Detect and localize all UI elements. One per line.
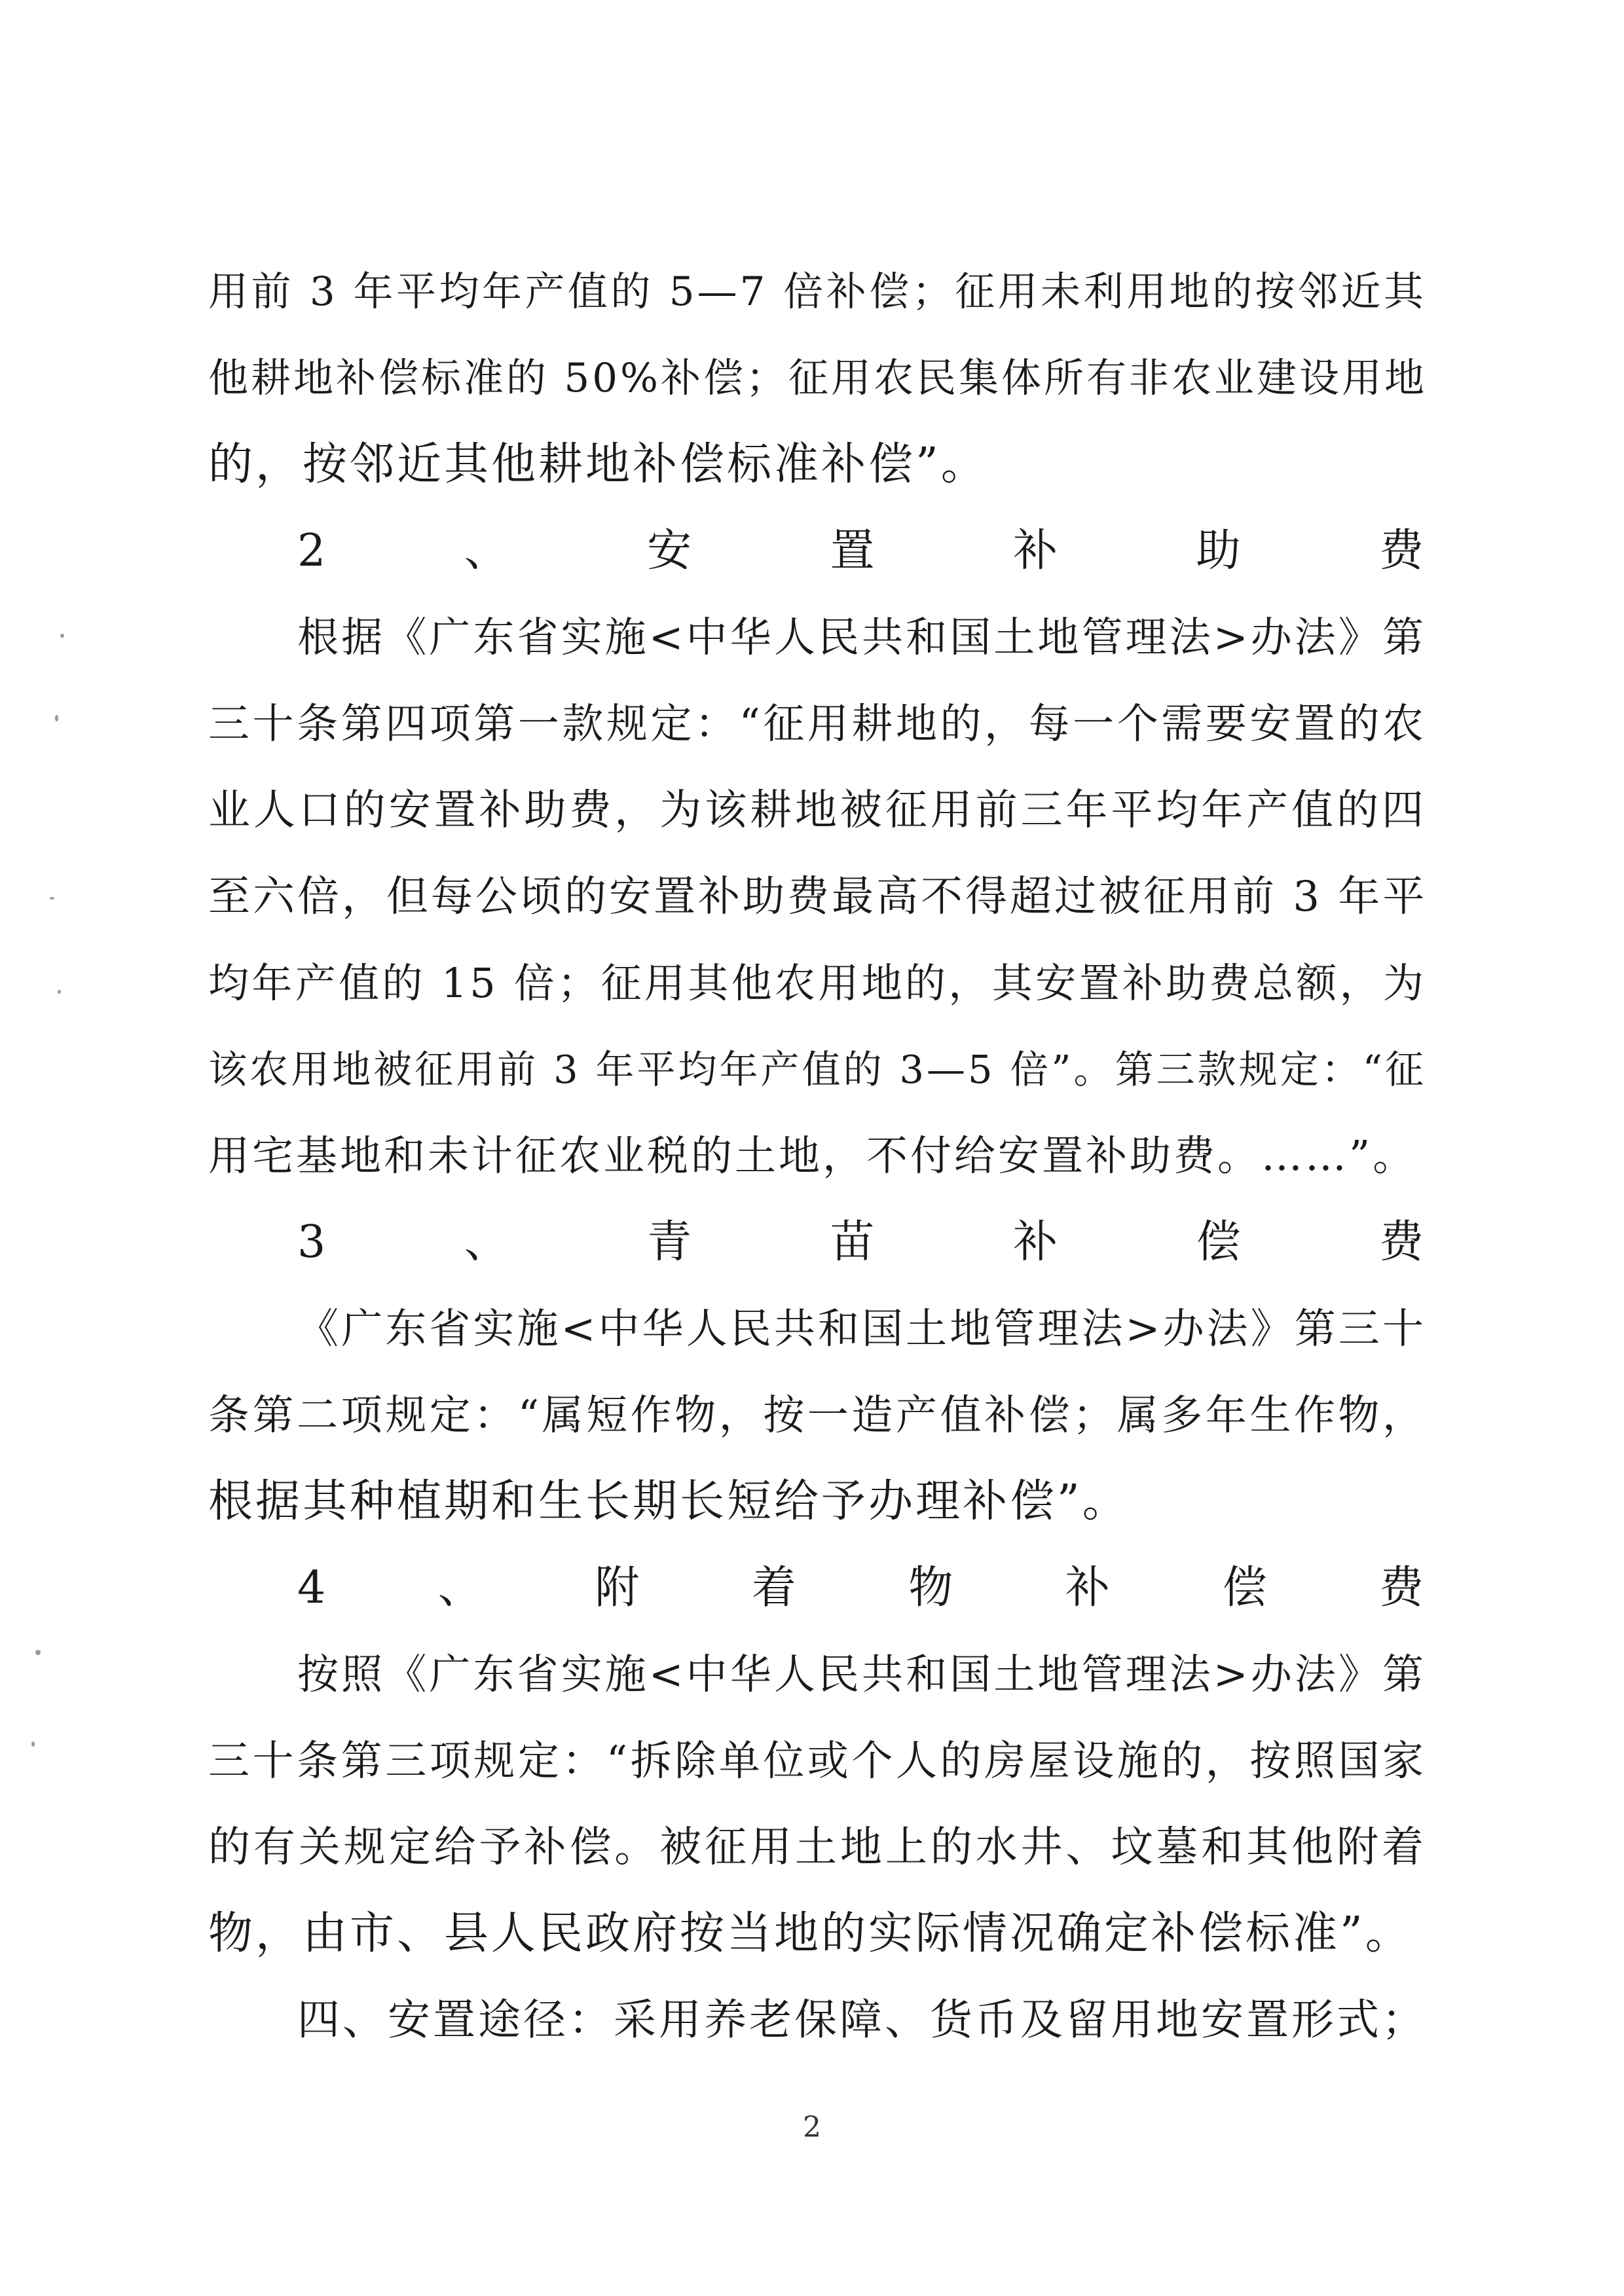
page-number: 2 (803, 2111, 821, 2144)
paragraph-line: 至六倍，但每公顷的安置补助费最高不得超过被征用前 3 年平 (208, 873, 1428, 921)
section-heading-young-crop-compensation: 3、青苗补偿费 (297, 1216, 1426, 1268)
scan-speck (50, 897, 54, 900)
paragraph-line: 根据其种植期和生长期长短给予办理补偿”。 (208, 1476, 1130, 1527)
paragraph-line: 条第二项规定：“属短作物，按一造产值补偿；属多年生作物， (208, 1391, 1426, 1439)
scan-speck (55, 715, 58, 721)
paragraph-line: 的，按邻近其他耕地补偿标准补偿”。 (208, 439, 988, 490)
paragraph-line: 《广东省实施<中华人民共和国土地管理法>办法》第三十 (297, 1305, 1426, 1353)
paragraph-line: 用宅基地和未计征农业税的土地，不付给安置补助费。……”。 (208, 1132, 1417, 1180)
paragraph-line: 业人口的安置补助费，为该耕地被征用前三年平均年产值的四 (208, 786, 1426, 835)
paragraph-line: 该农用地被征用前 3 年平均年产值的 3—5 倍”。第三款规定：“征 (208, 1047, 1426, 1092)
paragraph-line: 按照《广东省实施<中华人民共和国土地管理法>办法》第 (297, 1650, 1426, 1698)
paragraph-line: 用前 3 年平均年产值的 5—7 倍补偿；征用未利用地的按邻近其 (208, 268, 1426, 315)
scan-speck (35, 1650, 41, 1655)
document-body (208, 249, 1426, 2064)
section-heading-resettlement-subsidy: 2、安置补助费 (297, 525, 1426, 577)
paragraph-line: 根据《广东省实施<中华人民共和国土地管理法>办法》第 (297, 613, 1426, 661)
paragraph-line: 三十条第三项规定：“拆除单位或个人的房屋设施的，按照国家 (208, 1737, 1426, 1785)
section-heading-resettlement-approach: 四、安置途径：采用养老保障、货币及留用地安置形式； (297, 1995, 1428, 2045)
paragraph-line: 的有关规定给予补偿。被征用土地上的水井、坟墓和其他附着 (208, 1823, 1426, 1872)
section-heading-attachment-compensation: 4、附着物补偿费 (297, 1562, 1426, 1614)
paragraph-line: 他耕地补偿标准的 50%补偿；征用农民集体所有非农业建设用地 (208, 355, 1427, 401)
paragraph-line: 均年产值的 15 倍；征用其他农用地的，其安置补助费总额，为 (208, 959, 1426, 1007)
paragraph-line: 三十条第四项第一款规定：“征用耕地的，每一个需要安置的农 (208, 700, 1426, 748)
scan-speck (31, 1741, 35, 1747)
scan-speck (60, 634, 64, 638)
scan-speck (58, 990, 61, 994)
paragraph-line: 物，由市、县人民政府按当地的实际情况确定补偿标准”。 (208, 1908, 1412, 1959)
